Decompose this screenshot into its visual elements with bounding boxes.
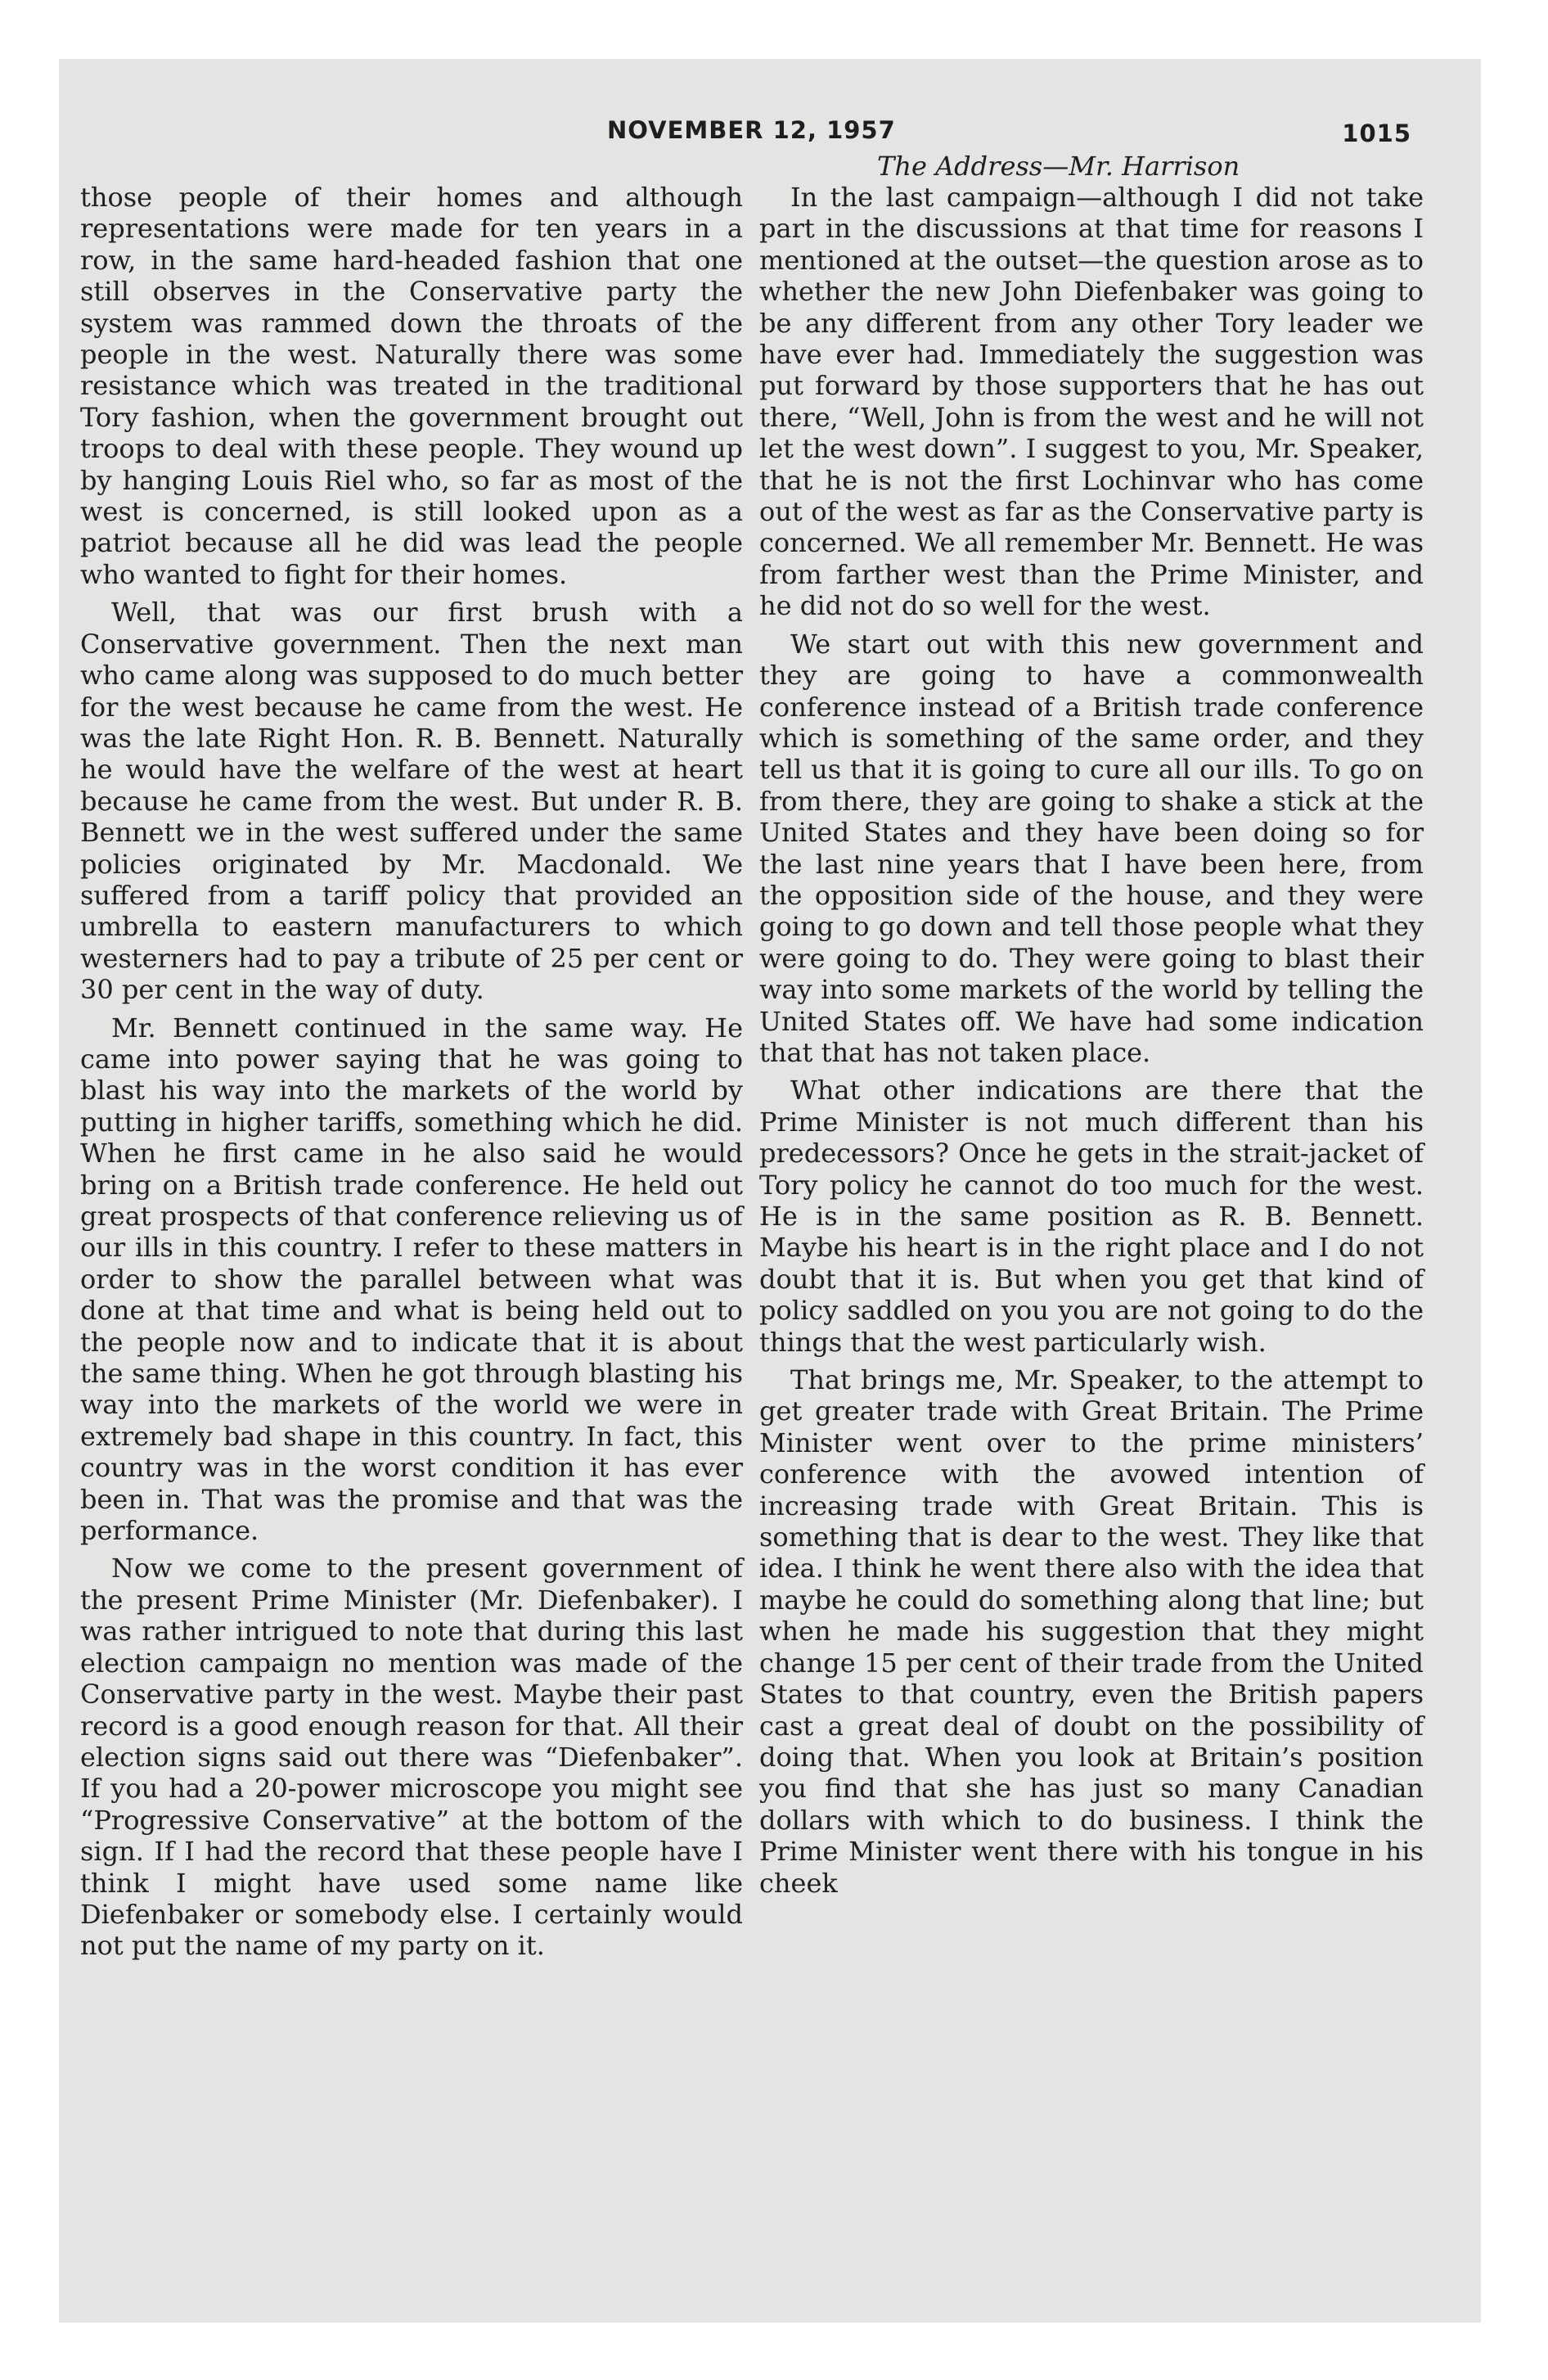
date-line: NOVEMBER 12, 1957 <box>607 116 896 144</box>
scanned-page <box>59 59 1481 2323</box>
paragraph: those people of their homes and although representations were made for ten years in a row, in the same hard-headed fashion that one still observes in the Conservative party the system was rammed down the throats of the people in the west. Naturally there was some resistance which was treated in the traditional Tory fashion, when the government brought out troops to deal with these people. They wound up by hanging Louis Riel who, so far as most of the west is concerned, is still looked upon as a patriot because all he did was lead the people who wanted to fight for their homes. <box>80 182 743 590</box>
paragraph: We start out with this new government and they are going to have a commonwealth conference instead of a British trade conference which is something of the same order, and they tell us that it is going to cure all our ills. To go on from there, they are going to shake a stick at the United States and they have been doing so for the last nine years that I have been here, from the opposition side of the house, and they were going to go down and tell those people what they were going to do. They were going to blast their way into some markets of the world by telling the United States off. We have had some indication that that has not taken place. <box>759 628 1424 1068</box>
paragraph: In the last campaign—although I did not take part in the discussions at that time for reasons I mentioned at the outset—the question arose as to whether the new John Diefenbaker was going to be any different from any other Tory leader we have ever had. Immediately the suggestion was put forward by those supporters that he has out there, “Well, John is from the west and he will not let the west down”. I suggest to you, Mr. Speaker, that he is not the first Lochinvar who has come out of the west as far as the Conservative party is concerned. We all remember Mr. Bennett. He was from farther west than the Prime Minister, and he did not do so well for the west. <box>759 182 1424 622</box>
paragraph: Now we come to the present government of the present Prime Minister (Mr. Diefenbaker). I was rather intrigued to note that during this last election campaign no mention was made of the Conservative party in the west. Maybe their past record is a good enough reason for that. All their election signs said out there was “Diefenbaker”. If you had a 20-power microscope you might see “Progressive Conservative” at the bottom of the sign. If I had the record that these people have I think I might have used some name like Diefenbaker or somebody else. I certainly would not put the name of my party on it. <box>80 1553 743 1962</box>
page-number: 1015 <box>1342 119 1411 147</box>
right-column <box>759 182 1424 1905</box>
paragraph: Well, that was our first brush with a Conservative government. Then the next man who came along was supposed to do much better for the west because he came from the west. He was the late Right Hon. R. B. Bennett. Naturally he would have the welfare of the west at heart because he came from the west. But under R. B. Bennett we in the west suffered under the same policies originated by Mr. Macdonald. We suffered from a tariff policy that provided an umbrella to eastern manufacturers to which westerners had to pay a tribute of 25 per cent or 30 per cent in the way of duty. <box>80 597 743 1006</box>
left-column <box>80 182 743 1968</box>
paragraph: That brings me, Mr. Speaker, to the attempt to get greater trade with Great Britain. The Prime Minister went over to the prime ministers’ conference with the avowed intention of increasing trade with Great Britain. This is something that is dear to the west. They like that idea. I think he went there also with the idea that maybe he could do something along that line; but when he made his suggestion that they might change 15 per cent of their trade from the United States to that country, even the British papers cast a great deal of doubt on the possibility of doing that. When you look at Britain’s position you find that she has just so many Canadian dollars with which to do business. I think the Prime Minister went there with his tongue in his cheek <box>759 1364 1424 1899</box>
paragraph: What other indications are there that the Prime Minister is not much different than his predecessors? Once he gets in the strait-jacket of Tory policy he cannot do too much for the west. He is in the same position as R. B. Bennett. Maybe his heart is in the right place and I do not doubt that it is. But when you get that kind of policy saddled on you you are not going to do the things that the west particularly wish. <box>759 1075 1424 1358</box>
paragraph: Mr. Bennett continued in the same way. He came into power saying that he was going to blast his way into the markets of the world by putting in higher tariffs, something which he did. When he first came in he also said he would bring on a British trade conference. He held out great prospects of that conference relieving us of our ills in this country. I refer to these matters in order to show the parallel between what was done at that time and what is being held out to the people now and to indicate that it is about the same thing. When he got through blasting his way into the markets of the world we were in extremely bad shape in this country. In fact, this country was in the worst condition it has ever been in. That was the promise and that was the performance. <box>80 1012 743 1547</box>
running-head <box>59 111 1481 152</box>
section-title: The Address—Mr. Harrison <box>877 151 1240 182</box>
